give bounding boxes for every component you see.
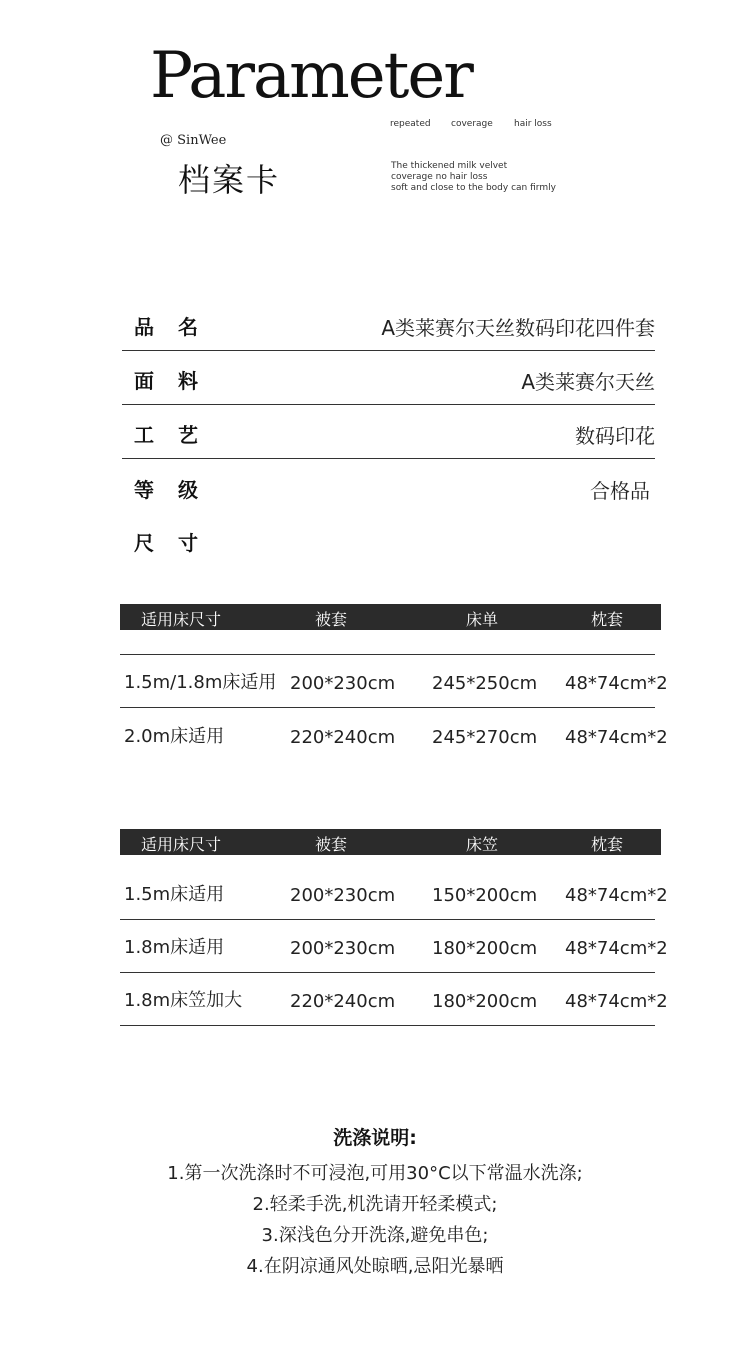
tagline-line: coverage no hair loss (391, 172, 488, 182)
table-cell: 245*270cm (432, 727, 538, 748)
header-cell: 适用床尺寸 (140, 835, 222, 854)
param-label: 工艺 (134, 423, 222, 447)
tag-hair-loss: hair loss (514, 119, 552, 129)
table-row (120, 920, 668, 973)
brand-logo: @ SinWee (160, 133, 227, 148)
size-table-1 (120, 604, 668, 761)
header-cell: 枕套 (590, 610, 624, 629)
wash-line: 3.深浅色分开洗涤,避免串色; (261, 1225, 489, 1246)
param-value: 合格品 (590, 479, 650, 503)
table-cell: 48*74cm*2 (565, 885, 668, 906)
table-cell: 200*230cm (290, 885, 396, 906)
wash-line: 4.在阴凉通风处晾晒,忌阳光暴晒 (246, 1256, 504, 1277)
param-label: 尺寸 (134, 531, 222, 555)
param-label: 品名 (134, 315, 222, 339)
table-cell: 200*230cm (290, 673, 396, 694)
param-value: 数码印花 (575, 424, 655, 448)
table-cell: 180*200cm (432, 938, 538, 959)
param-row-name (122, 298, 655, 351)
param-value: A类莱赛尔天丝 (521, 370, 655, 394)
card-title: 档案卡 (178, 161, 281, 199)
header-cell: 适用床尺寸 (140, 610, 222, 629)
param-row-size (122, 513, 655, 566)
wash-line: 1.第一次洗涤时不可浸泡,可用30°C以下常温水洗涤; (167, 1163, 583, 1184)
brand-title: Parameter (150, 39, 472, 113)
table-cell: 220*240cm (290, 991, 396, 1012)
table-cell: 1.8m床适用 (124, 937, 225, 958)
table-header (120, 829, 661, 855)
table-cell: 1.5m床适用 (124, 884, 225, 905)
table-cell: 2.0m床适用 (124, 726, 225, 747)
tagline-line: soft and close to the body can firmly (391, 183, 556, 193)
header-cell: 被套 (314, 610, 348, 629)
table-row (120, 708, 668, 761)
table-cell: 48*74cm*2 (565, 991, 668, 1012)
table-cell: 220*240cm (290, 727, 396, 748)
tag-repeated: repeated (390, 119, 431, 129)
table-cell: 48*74cm*2 (565, 673, 668, 694)
table-cell: 245*250cm (432, 673, 538, 694)
param-row-fabric (122, 352, 655, 405)
param-label: 等级 (134, 478, 222, 502)
wash-instructions (0, 1123, 750, 1282)
wash-title: 洗涤说明: (333, 1127, 417, 1149)
table-divider (120, 630, 655, 655)
table-cell: 180*200cm (432, 991, 538, 1012)
table-header (120, 604, 661, 630)
param-row-grade (122, 460, 655, 513)
header-cell: 枕套 (590, 835, 624, 854)
wash-line: 2.轻柔手洗,机洗请开轻柔模式; (252, 1194, 498, 1215)
tagline-line: The thickened milk velvet (391, 161, 508, 171)
param-row-craft (122, 406, 655, 459)
table-cell: 150*200cm (432, 885, 538, 906)
tag-coverage: coverage (451, 119, 493, 129)
table-row (120, 855, 668, 920)
table-cell: 48*74cm*2 (565, 727, 668, 748)
size-table-2 (120, 829, 668, 1026)
header-cell: 被套 (314, 835, 348, 854)
header-cell: 床笠 (465, 835, 499, 854)
table-cell: 200*230cm (290, 938, 396, 959)
param-label: 面料 (134, 369, 222, 393)
tagline (391, 161, 556, 194)
param-value: A类莱赛尔天丝数码印花四件套 (381, 316, 655, 340)
table-cell: 1.8m床笠加大 (124, 990, 243, 1011)
table-row (120, 655, 668, 708)
table-cell: 48*74cm*2 (565, 938, 668, 959)
header-cell: 床单 (465, 610, 499, 629)
table-cell: 1.5m/1.8m床适用 (124, 672, 277, 693)
table-row (120, 973, 668, 1026)
